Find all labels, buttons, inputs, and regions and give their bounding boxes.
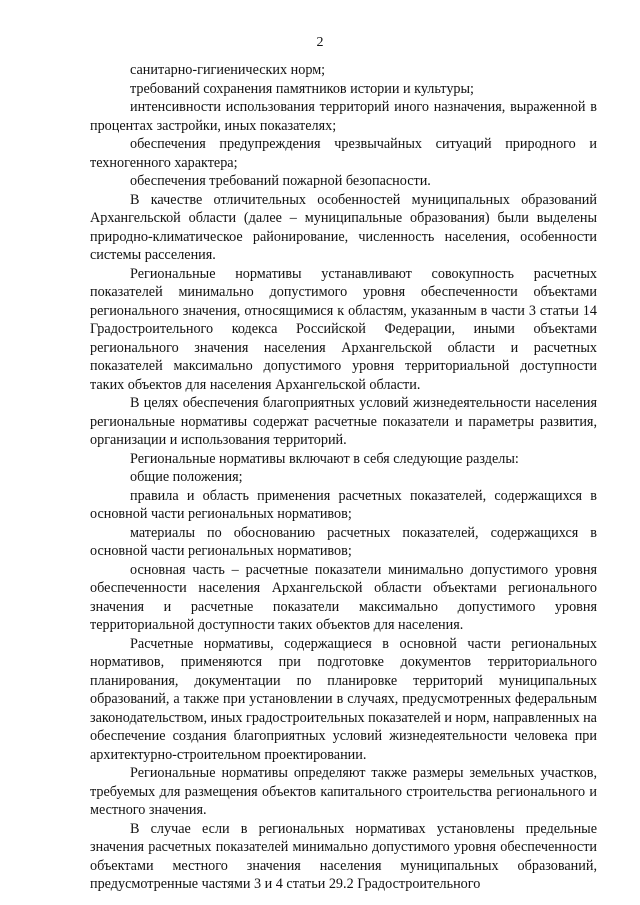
paragraph: обеспечения требований пожарной безопасности. bbox=[130, 173, 431, 189]
paragraph: Региональные нормативы устанавливают совокупность расчетных показателей минимально допустимого уровня обеспеченности объектами регионального значения, относящимися к областям, указанным в части 3 статьи 14 Градостроительного кодекса Российской Федерации, иными объектами регионального значения населения Архангельской области и расчетных показателей максимально допустимого уровня территориальной доступности таких объектов для населения Архангельской области. bbox=[90, 265, 597, 393]
paragraph: материалы по обоснованию расчетных показателей, содержащихся в основной части региональных нормативов; bbox=[90, 524, 597, 559]
paragraph: В качестве отличительных особенностей муниципальных образований Архангельской области (далее – муниципальные образования) были выделены природно-климатическое районирование, численность населения, особенности системы расселения. bbox=[90, 191, 597, 263]
paragraph: В случае если в региональных нормативах установлены предельные значения расчетных показателей минимально допустимого уровня обеспеченности объектами местного значения населения муниципальных образований, предусмотренные частями 3 и 4 статьи 29.2 Градостроительного bbox=[90, 820, 597, 892]
paragraph: обеспечения предупреждения чрезвычайных ситуаций природного и техногенного характера; bbox=[90, 136, 597, 171]
document-body bbox=[90, 61, 597, 894]
paragraph: санитарно-гигиенических норм; bbox=[130, 62, 326, 78]
paragraph: интенсивности использования территорий иного назначения, выраженной в процентах застройки, иных показателях; bbox=[90, 99, 597, 134]
paragraph: В целях обеспечения благоприятных условий жизнедеятельности населения региональные нормативы содержат расчетные показатели и параметры развития, организации и использования территорий. bbox=[90, 395, 597, 448]
paragraph: требований сохранения памятников истории и культуры; bbox=[130, 80, 474, 97]
paragraph: Региональные нормативы определяют также размеры земельных участков, требуемых для размещения объектов капитального строительства регионального и местного значения. bbox=[90, 765, 597, 818]
page-number: 2 bbox=[316, 35, 324, 50]
paragraph: основная часть – расчетные показатели минимально допустимого уровня обеспеченности населения Архангельской области объектами регионального значения и расчетные показатели максимально допустимого уровня территориальной доступности таких объектов для населения. bbox=[90, 561, 597, 633]
paragraph: Региональные нормативы включают в себя следующие разделы: bbox=[130, 450, 519, 467]
paragraph: правила и область применения расчетных показателей, содержащихся в основной части региональных нормативов; bbox=[90, 487, 597, 522]
paragraph: общие положения; bbox=[130, 469, 243, 485]
paragraph: Расчетные нормативы, содержащиеся в основной части региональных нормативов, применяются при подготовке документов территориального планирования, документации по планировке территорий муниципальных образований, а также при установлении в случаях, предусмотренных федеральным законодательством, иных градостроительных показателей и норм, направленных на обеспечение создания благоприятных условий жизнедеятельности человека при архитектурно-строительном проектировании. bbox=[90, 635, 597, 763]
